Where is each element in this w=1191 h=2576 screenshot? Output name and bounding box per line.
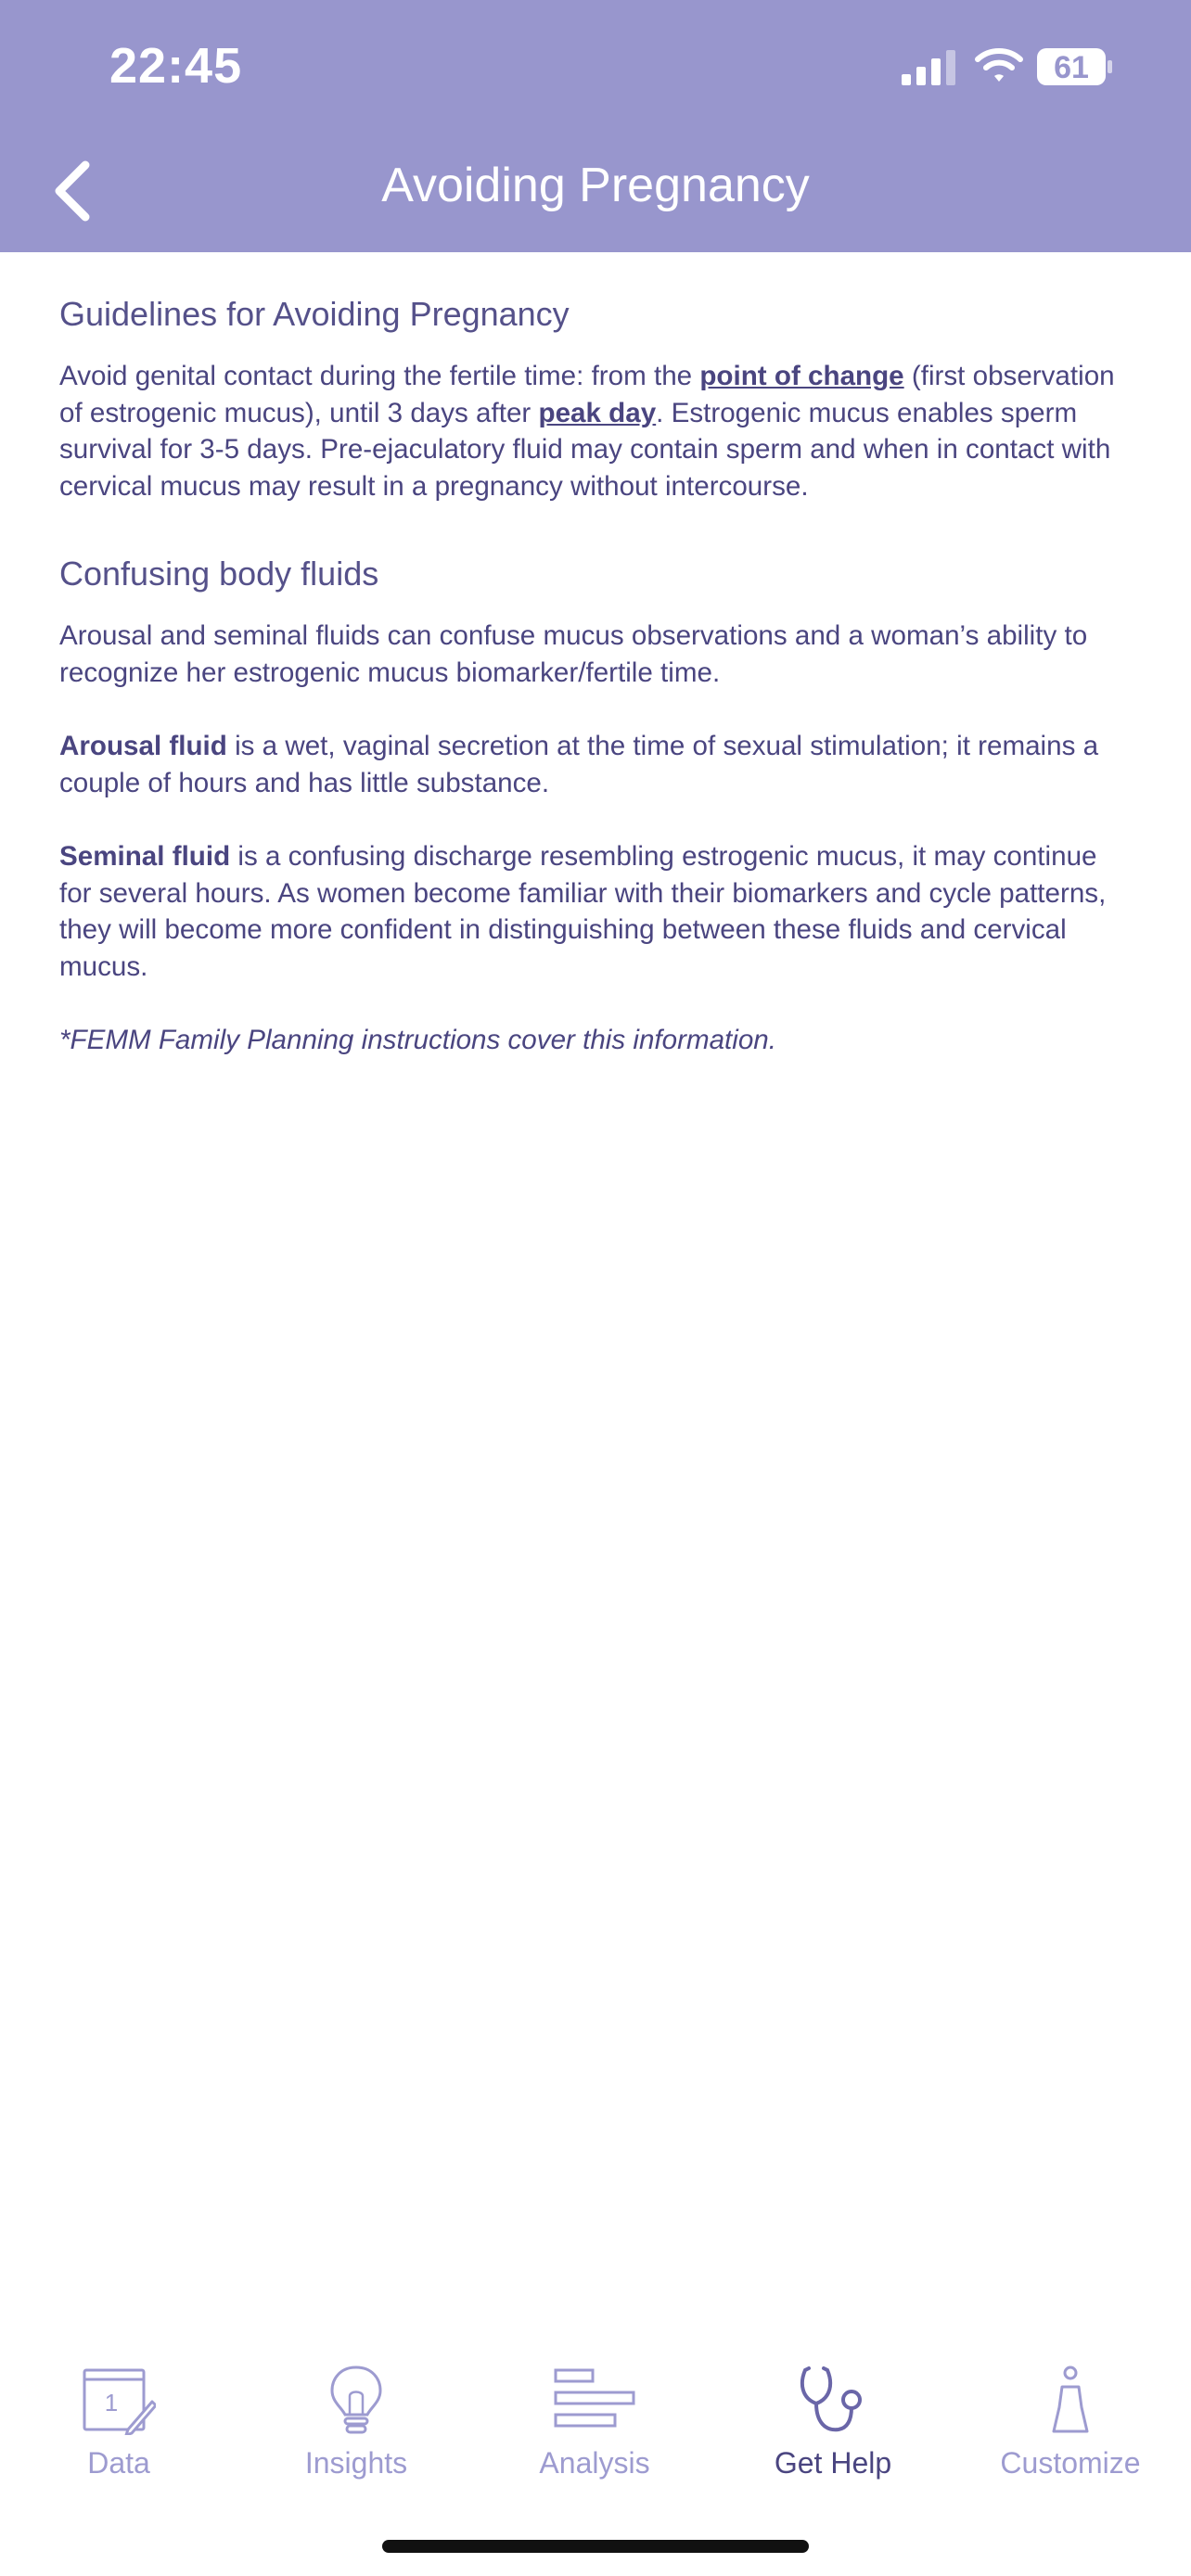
- tab-analysis[interactable]: [483, 2365, 706, 2494]
- tab-bar: [0, 2337, 1191, 2485]
- home-indicator: [382, 2540, 809, 2553]
- status-time: 22:45: [109, 38, 243, 94]
- page-title: Avoiding Pregnancy: [381, 159, 810, 212]
- tab-data-label: Data: [87, 2446, 150, 2480]
- header-bar: [0, 0, 1191, 252]
- tab-data[interactable]: [7, 2365, 230, 2494]
- tab-customize-label: Customize: [1000, 2446, 1141, 2480]
- cellular-signal-icon: [902, 50, 955, 87]
- seminal-fluid-text: is a confusing discharge resembling estrogenic mucus, it may continue for several hours. As women become familiar with their biomarkers and cycle patterns, they will become more confident in distinguishing between these fluids and cervical mucus.: [59, 841, 1107, 982]
- arousal-fluid-paragraph: [59, 728, 1135, 801]
- tab-insights-label: Insights: [304, 2446, 408, 2480]
- point-of-change-link[interactable]: point of change: [699, 361, 904, 391]
- bar-chart-icon: [550, 2365, 639, 2435]
- arousal-fluid-term: Arousal fluid: [59, 731, 227, 761]
- tab-insights[interactable]: [245, 2365, 467, 2494]
- arousal-fluid-text: is a wet, vaginal secretion at the time of sexual stimulation; it remains a couple of hours and has little substance.: [59, 731, 1099, 798]
- guidelines-heading: Guidelines for Avoiding Pregnancy: [59, 295, 570, 333]
- peak-day-link[interactable]: peak day: [538, 397, 657, 428]
- confusing-fluids-heading: Confusing body fluids: [59, 555, 379, 593]
- battery-level: 61: [1054, 50, 1089, 85]
- battery-indicator: [1037, 46, 1113, 87]
- article-content: [59, 295, 1135, 1059]
- seminal-fluid-paragraph: [59, 838, 1135, 985]
- confusing-intro-paragraph: Arousal and seminal fluids can confuse mucus observations and a woman’s ability to recognize her estrogenic mucus biomarker/fertile time.: [59, 620, 1088, 688]
- lightbulb-icon: [319, 2365, 393, 2435]
- guidelines-paragraph: [59, 358, 1135, 504]
- guidelines-text-3: . Estrogenic mucus enables sperm survival for 3-5 days. Pre-ejaculatory fluid may contain sperm and when in contact with cervical mucus may result in a pregnancy without intercourse.: [59, 397, 1111, 502]
- tab-get-help[interactable]: [722, 2365, 944, 2494]
- person-icon: [1033, 2365, 1108, 2435]
- guidelines-text-1: Avoid genital contact during the fertile time: from the: [59, 361, 700, 391]
- guidelines-text-2: (first observation of estrogenic mucus), until 3 days after: [59, 361, 1115, 428]
- tab-get-help-label: Get Help: [774, 2446, 892, 2480]
- stethoscope-icon: [796, 2365, 870, 2435]
- calendar-day-number: 1: [104, 2389, 119, 2417]
- femm-note: *FEMM Family Planning instructions cover this information.: [59, 1025, 776, 1055]
- calendar-edit-icon: [82, 2365, 156, 2435]
- tab-customize[interactable]: [959, 2365, 1182, 2494]
- seminal-fluid-term: Seminal fluid: [59, 841, 231, 872]
- wifi-icon: [974, 46, 1024, 85]
- tab-analysis-label: Analysis: [539, 2446, 650, 2480]
